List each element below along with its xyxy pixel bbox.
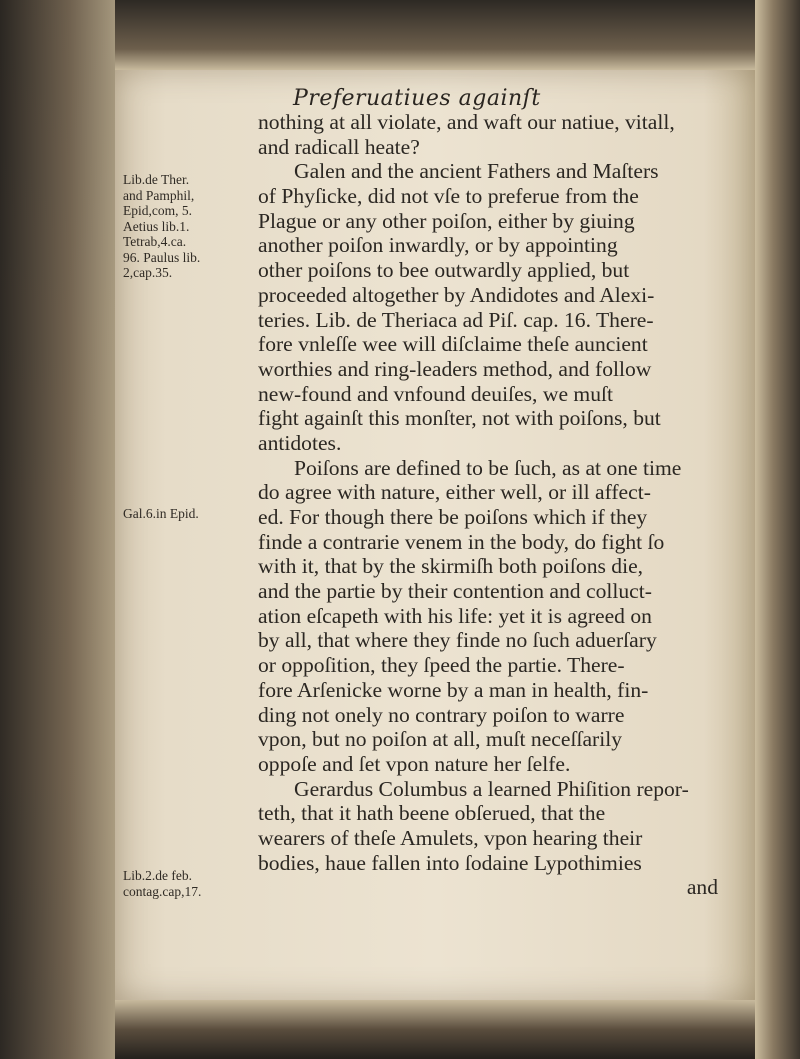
margin-note-line: Epid,com, 5. [123, 203, 192, 218]
body-text [258, 110, 758, 900]
body-line: or oppoſition, they ſpeed the partie. There- [258, 653, 625, 678]
body-line: new-found and vnfound deuiſes, we muſt [258, 381, 614, 406]
margin-note-line: Tetrab,4.ca. [123, 234, 187, 249]
body-line: and radicall heate? [258, 134, 420, 159]
book-edge-top [115, 0, 755, 70]
margin-note-line: contag.cap,17. [123, 883, 202, 899]
body-line: another poiſon inwardly, or by appointing [258, 233, 618, 258]
body-line: by all, that where they finde no ſuch aduerſary [258, 628, 657, 653]
body-line: teries. Lib. de Theriaca ad Piſ. cap. 16. There- [258, 307, 654, 332]
book-edge-bottom [115, 1000, 755, 1059]
margin-note-line: 2,cap.35. [123, 265, 173, 280]
body-line: proceeded altogether by Andidotes and Alexi- [258, 282, 655, 307]
body-line: Galen and the ancient Fathers and Maſters [294, 159, 659, 184]
margin-note-line: Lib.de Ther. [123, 172, 190, 187]
body-line: fore Arſenicke worne by a man in health, fin- [258, 677, 649, 702]
body-line: fore vnleſſe wee will diſclaime theſe auncient [258, 332, 648, 357]
margin-note-de-febribus [123, 868, 258, 899]
margin-note-galen-sources [123, 172, 258, 281]
body-line: oppoſe and ſet vpon nature her ſelfe. [258, 751, 571, 776]
margin-note-line: Aetius lib.1. [123, 218, 190, 234]
margin-note-line: Lib.2.de feb. [123, 868, 192, 883]
body-line: and the partie by their contention and colluct- [258, 579, 652, 604]
body-line: and [686, 875, 718, 900]
body-line: with it, that by the skirmiſh both poiſons die, [258, 554, 644, 579]
margin-note-line: 96. Paulus lib. [123, 249, 201, 265]
body-line: ed. For though there be poiſons which if they [258, 505, 648, 529]
body-line: Poiſons are defined to be ſuch, as at one time [294, 455, 682, 480]
body-line: of Phyſicke, did not vſe to preferue from the [258, 184, 639, 209]
book-edge-left [0, 0, 115, 1059]
body-line: do agree with nature, either well, or ill affect- [258, 480, 651, 505]
margin-note-galen-epid [123, 506, 258, 522]
body-line: antidotes. [258, 430, 342, 455]
book-edge-right [755, 0, 800, 1059]
body-line: fight againſt this monſter, not with poiſons, but [258, 406, 661, 431]
running-head: Preferuatiues againſt [293, 86, 541, 111]
margin-note-line: and Pamphil, [123, 187, 195, 203]
body-line: Plague or any other poiſon, either by giuing [258, 208, 635, 233]
body-line: bodies, haue fallen into ſodaine Lypothimies [258, 850, 642, 875]
body-line: worthies and ring-leaders method, and follow [258, 356, 652, 381]
body-line: ation eſcapeth with his life: yet it is agreed on [258, 603, 652, 628]
body-line: teth, that it hath beene obſerued, that the [258, 801, 606, 826]
body-line: vpon, but no poiſon at all, muſt neceſſarily [258, 727, 623, 752]
body-line: finde a contrarie venem in the body, do fight ſo [258, 529, 665, 554]
margin-note-line: Gal.6.in Epid. [123, 506, 199, 521]
body-line: ding not onely no contrary poiſon to warre [258, 702, 625, 727]
body-line: wearers of theſe Amulets, vpon hearing their [258, 825, 643, 850]
body-line: other poiſons to bee outwardly applied, but [258, 258, 630, 283]
body-line: nothing at all violate, and waft our natiue, vitall, [258, 110, 675, 134]
body-line: Gerardus Columbus a learned Phiſition repor- [294, 776, 689, 801]
